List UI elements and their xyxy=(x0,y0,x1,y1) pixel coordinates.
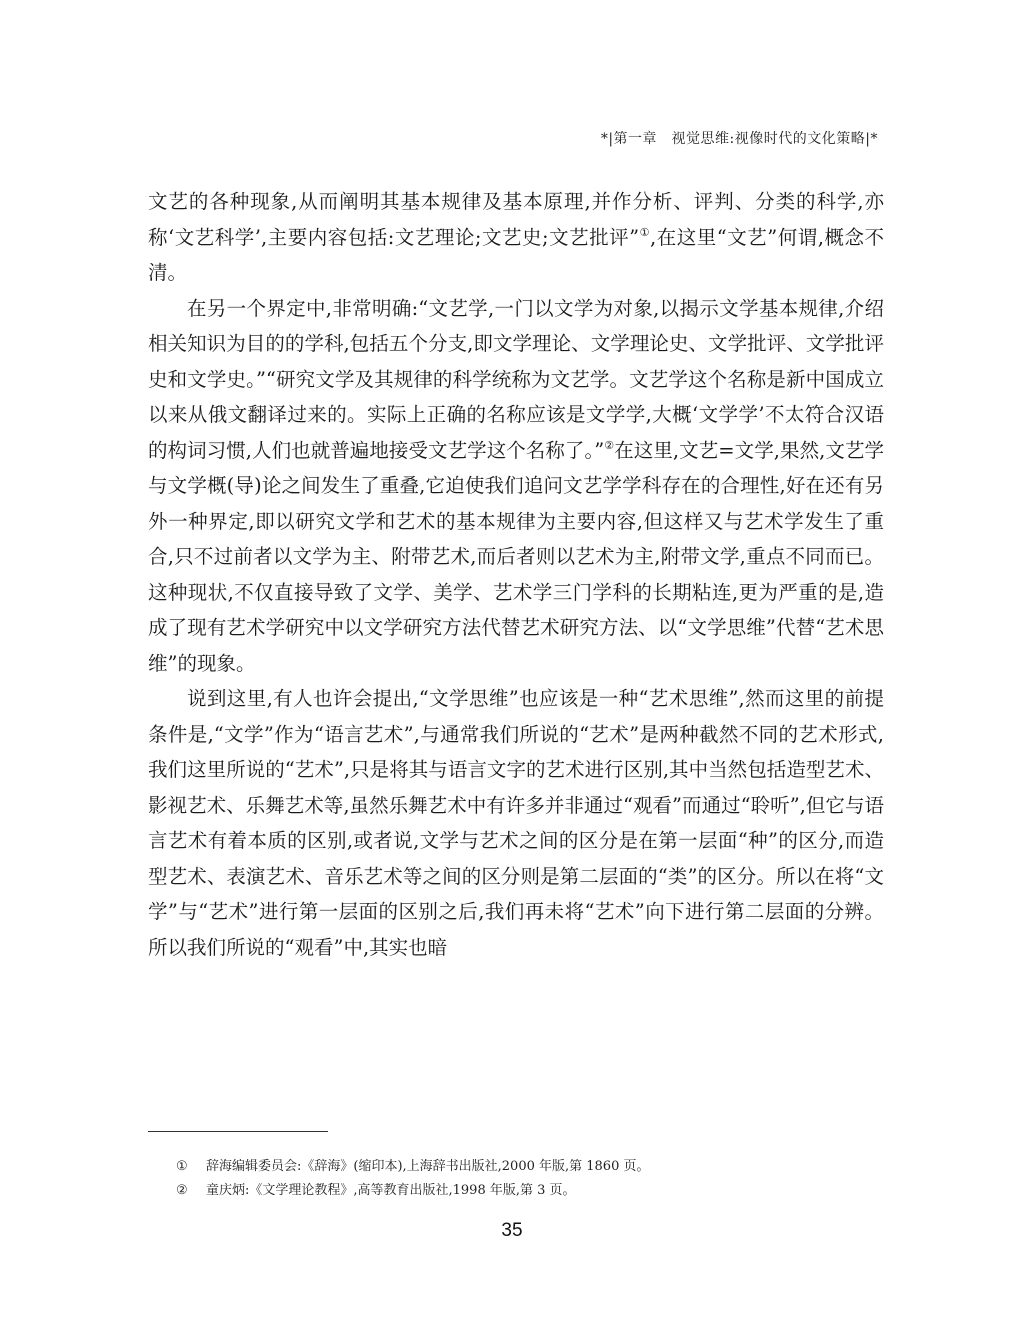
footnotes xyxy=(176,1155,876,1203)
paragraph-3: 说到这里,有人也许会提出,“文学思维”也应该是一种“艺术思维”,然而这里的前提条件是,“文学”作为“语言艺术”,与通常我们所说的“艺术”是两种截然不同的艺术形式,我们这里所说的“艺术”,只是将其与语言文字的艺术进行区别,其中当然包括造型艺术、影视艺术、乐舞艺术等,虽然乐舞艺术中有许多并非通过“观看”而通过“聆听”,但它与语言艺术有着本质的区别,或者说,文学与艺术之间的区分是在第一层面“种”的区分,而造型艺术、表演艺术、音乐艺术等之间的区分则是第二层面的“类”的区分。所以在将“文学”与“艺术”进行第一层面的区别之后,我们再未将“艺术”向下进行第二层面的分辨。所以我们所说的“观看”中,其实也暗 xyxy=(148,687,884,959)
paragraph-2-tail: 在这里,文艺=文学,果然,文艺学与文学概(导)论之间发生了重叠,它迫使我们追问文艺学学科存在的合理性,好在还有另外一种界定,即以研究文学和艺术的基本规律为主要内容,但这样又与艺术学发生了重合,只不过前者以文学为主、附带艺术,而后者则以艺术为主,附带文学,重点不同而已。这种现状,不仅直接导致了文学、美学、艺术学三门学科的长期粘连,更为严重的是,造成了现有艺术学研究中以文学研究方法代替艺术研究方法、以“文学思维”代替“艺术思维”的现象。 xyxy=(148,438,884,675)
footnote-1 xyxy=(176,1155,876,1179)
footnote-ref-2[interactable]: ② xyxy=(604,438,615,452)
paragraph-1-text: 文艺的各种现象,从而阐明其基本规律及基本原理,并作分析、评判、分类的科学,亦称‘文艺科学’,主要内容包括:文艺理论;文艺史;文艺批评” xyxy=(148,190,884,249)
footnote-2 xyxy=(176,1179,876,1203)
footnote-ref-1[interactable]: ① xyxy=(639,225,650,239)
running-header: *|第一章 视觉思维:视像时代的文化策略|* xyxy=(600,131,878,147)
body-text xyxy=(148,184,884,965)
footnote-1-marker: ① xyxy=(176,1159,188,1174)
footnote-2-marker: ② xyxy=(176,1183,188,1198)
paragraph-1-tail: ,在这里“文艺”何谓,概念不清。 xyxy=(148,225,884,284)
paragraph-1 xyxy=(148,184,884,291)
footnote-2-text: 童庆炳:《文学理论教程》,高等教育出版社,1998 年版,第 3 页。 xyxy=(206,1183,576,1198)
footnote-1-text: 辞海编辑委员会:《辞海》(缩印本),上海辞书出版社,2000 年版,第 1860 页。 xyxy=(206,1159,650,1174)
paragraph-2-text: 在另一个界定中,非常明确:“文艺学,一门以文学为对象,以揭示文学基本规律,介绍相关知识为目的的学科,包括五个分支,即文学理论、文学理论史、文学批评、文学批评史和文学史。”“研究文学及其规律的科学统称为文艺学。文艺学这个名称是新中国成立以来从俄文翻译过来的。实际上正确的名称应该是文学学,大概‘文学学’不太符合汉语的构词习惯,人们也就普遍地接受文艺学这个名称了。” xyxy=(148,296,884,462)
page-number: 35 xyxy=(501,1220,523,1241)
footnote-divider xyxy=(148,1131,328,1132)
paragraph-2 xyxy=(148,291,884,682)
